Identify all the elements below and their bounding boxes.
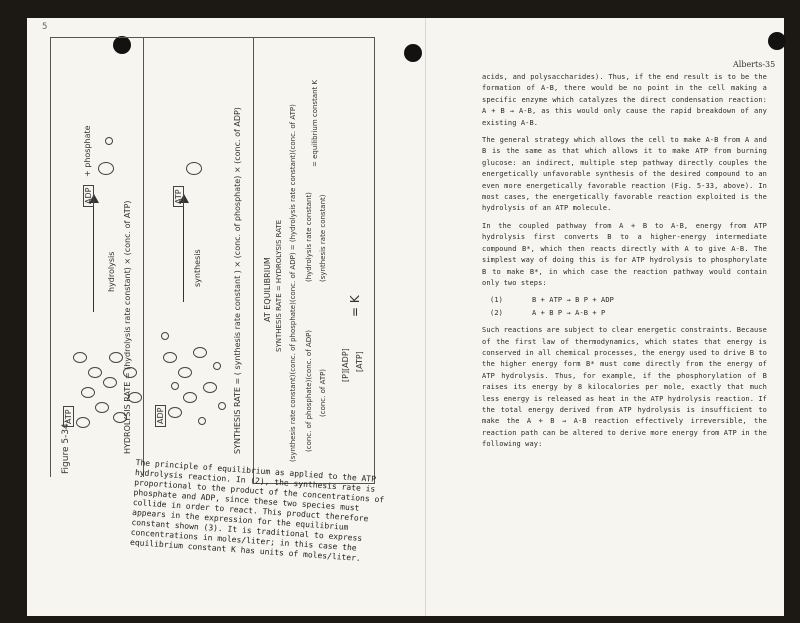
phosphate-molecule: [198, 417, 206, 425]
corner-mark: 5: [42, 22, 48, 32]
equilibrium-line-1: SYNTHESIS RATE = HYDROLYSIS RATE: [275, 219, 283, 352]
atp-molecule: [109, 352, 123, 363]
atp-label: ATP: [173, 186, 184, 207]
rate-constant-numerator: (hydrolysis rate constant): [305, 192, 313, 282]
adp-molecule: [178, 367, 192, 378]
adp-molecule: [183, 392, 197, 403]
hydrolysis-label: hydrolysis: [107, 251, 116, 292]
atp-molecule: [73, 352, 87, 363]
synthesis-label: synthesis: [193, 249, 202, 287]
atp-molecule: [81, 387, 95, 398]
equilibrium-line-2: (synthesis rate constant)(conc. of phosphate)(conc. of ADP) = (hydrolysis rate constant)(conc. of ATP): [289, 104, 297, 462]
adp-molecule: [193, 347, 207, 358]
adp-molecule: [203, 382, 217, 393]
paragraph: In the coupled pathway from A + B to A-B, energy from ATP hydrolysis first converts B to a higher-energy intermediate compound B*, which then reacts directly with A to give A-B. The simplest way of doing this is for ATP hydrolysis to phosphorylate B to make B*, in which case the reaction pathway would contain only two steps:: [482, 221, 767, 287]
page-number: Alberts-35: [733, 60, 776, 69]
equation-row: [482, 295, 767, 306]
adp-label: ADP: [83, 185, 94, 207]
phosphate-molecule: [105, 137, 113, 145]
equilibrium-constant-note: = equilibrium constant K: [311, 79, 319, 167]
phosphate-molecule: [161, 332, 169, 340]
phosphate-molecule: [171, 382, 179, 390]
adp-molecule: [163, 352, 177, 363]
atp-molecule: [103, 377, 117, 388]
adp-molecule: [168, 407, 182, 418]
equation-row: [482, 308, 767, 319]
figure-caption: The principle of equilibrium as applied to the ATP hydrolysis reaction. In (2), the synthesis rate is proportional to the product of the concentrations of phosphate and ADP, since these two species must collide in order to react. This product therefore appears in the expression for the equilibrium constant shown (3). It is traditional to express concentrations in moles/liter; in this case the equilibrium constant K has units of moles/liter.: [129, 458, 385, 563]
page-fold: [425, 18, 426, 616]
equation-number: (1): [490, 296, 503, 305]
equilibrium-numerator: (conc. of phosphate)(conc. of ADP): [305, 329, 313, 452]
hydrolysis-rate: HYDROLYSIS RATE = (hydrolysis rate constant) × (conc. of ATP): [123, 200, 132, 454]
equilibrium-denominator: (conc. of ATP): [319, 368, 327, 417]
atp-molecule: [88, 367, 102, 378]
rate-constant-denominator: (synthesis rate constant): [319, 194, 327, 282]
punch-hole: [404, 44, 422, 62]
equation-number: (2): [490, 308, 503, 317]
phosphate-label: + phosphate: [83, 125, 92, 177]
phosphate-molecule: [218, 402, 226, 410]
k-symbol: = K: [348, 295, 362, 317]
atp-molecule: [186, 162, 202, 175]
atp-molecule: [95, 402, 109, 413]
paragraph: The general strategy which allows the cell to make A-B from A and B is the same as that which allows it to make ATP from burning glucose: an indirect, multiple step pathway directly couples the energetically unfavorable synthesis of the desired compound to an even more energetically favorable reaction (Fig. 5-33, above). In most cases, the energetically favorable reaction exploited is the hydrolysis of an ATP molecule.: [482, 136, 767, 213]
synthesis-arrow: [183, 202, 184, 302]
equation-text: A + B P → A-B + P: [532, 308, 606, 317]
paragraph: Such reactions are subject to clear energetic constraints. Because of the first law of thermodynamics, which states that energy is conserved in all chemical processes, the energy used to drive B to the higher energy form B* must come directly from the energy of ATP hydrolysis. Thus, for example, if the phosphorylation of B raises its energy by 8 kilocalories per mole, exactly that much less energy is released as heat in the ATP hydrolysis reaction. If the total energy derived from ATP hydrolysis is insufficient to make the A + B → A-B reaction effectively irreversible, the reaction path can be altered to derive more energy from ATP in the following way:: [482, 326, 767, 449]
adp-molecule: [98, 162, 114, 175]
frame-line: [50, 37, 51, 477]
synthesis-rate: SYNTHESIS RATE = ( synthesis rate constant ) × (conc. of phosphate) × (conc. of ADP): [233, 107, 242, 454]
frame-line: [143, 37, 144, 477]
atp-label: ATP: [63, 406, 74, 427]
figure-label: Figure 5-34:: [61, 420, 71, 474]
k-numerator: [P][ADP]: [341, 348, 350, 382]
equation-text: B + ATP → B P + ADP: [532, 296, 614, 305]
frame-line: [50, 37, 368, 38]
k-denominator: [ATP]: [355, 351, 364, 372]
phosphate-molecule: [213, 362, 221, 370]
atp-molecule: [76, 417, 90, 428]
figure-panel: [43, 22, 378, 482]
punch-hole: [768, 32, 786, 50]
adp-phosphate-label: ADP: [155, 405, 166, 427]
hydrolysis-arrow: [93, 202, 94, 312]
paragraph: acids, and polysaccharides). Thus, if the end result is to be the formation of A-B, there would be no point in the cell making a specific enzyme which catalyzes the direct condensation reaction: A + B → A-B, as this would only cause the rapid breakdown of any existing A-B.: [482, 73, 767, 127]
body-text: [482, 72, 767, 457]
equilibrium-title: AT EQUILIBRIUM: [263, 257, 272, 322]
